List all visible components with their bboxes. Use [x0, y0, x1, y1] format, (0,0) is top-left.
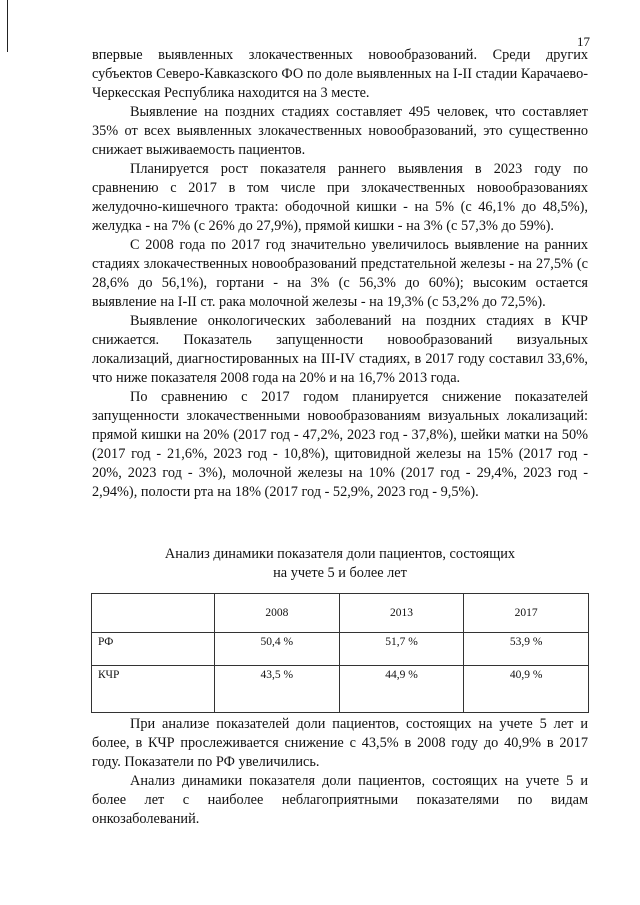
table-cell: 40,9 % [464, 666, 589, 713]
table-header-empty [92, 594, 215, 633]
body-text [92, 46, 588, 502]
after-table-text [92, 715, 588, 829]
table-title-line-1: Анализ динамики показателя доли пациентов, состоящих [164, 546, 516, 562]
paragraph-2008-2017: С 2008 года по 2017 год значительно увеличилось выявление на ранних стадиях злокачественных новообразований предстательной железы - на 27,5% (с 28,6% до 56,1%), гортани - на 3% (с 56,3% до 60%); высоким остается выявление на I-II ст. рака молочной железы - на 19,3% (с 53,2% до 72,5%). [92, 237, 588, 310]
binding-margin-line [7, 0, 8, 52]
table-header-2017: 2017 [464, 594, 589, 633]
table-row-label: КЧР [92, 666, 215, 713]
paragraph-planned-reduction: По сравнению с 2017 годом планируется снижение показателей запущенности злокачественными новообразованиям визуальных локализаций: прямой кишки на 20% (2017 год - 47,2%, 2023 год - 37,8%), шейки матки на 50% (2017 год - 21,6%, 2023 год - 10,8%), щитовидной железы на 15% (2017 год - 20%, 2023 год - 3%), молочной железы на 10% (2017 год - 29,4%, 2023 год - 2,94%), полости рта на 18% (2017 год - 52,9%, 2023 год - 9,5%). [92, 389, 588, 500]
table-cell: 51,7 % [339, 633, 464, 666]
paragraph-late-stage: Выявление на поздних стадиях составляет 495 человек, что составляет 35% от всех выявленных злокачественных новообразований, это существенно снижает выживаемость пациентов. [92, 104, 588, 158]
table-cell: 53,9 % [464, 633, 589, 666]
table-cell: 43,5 % [215, 666, 340, 713]
page-number: 17 [577, 34, 590, 49]
table-cell: 50,4 % [215, 633, 340, 666]
paragraph-analysis-intro: Анализ динамики показателя доли пациентов, состоящих на учете 5 и более лет с наиболее неблагоприятными показателями по видам онкозаболеваний. [92, 773, 588, 827]
table-header-2013: 2013 [339, 594, 464, 633]
patients-share-table [91, 593, 589, 713]
paragraph-late-detection: Выявление онкологических заболеваний на поздних стадиях в КЧР снижается. Показатель запущенности новообразований визуальных локализаций, диагностированных на III-IV стадиях, в 2017 году составил 33,6%, что ниже показателя 2008 года на 20% и на 16,7% 2013 года. [92, 313, 588, 386]
table-header-2008: 2008 [215, 594, 340, 633]
table-title [92, 545, 588, 583]
paragraph-continuation: впервые выявленных злокачественных новообразований. Среди других субъектов Северо-Кавказского ФО по доле выявленных на I-II стадии Карачаево-Черкесская Республика находится на 3 месте. [92, 47, 588, 101]
paragraph-kchr-decline: При анализе показателей доли пациентов, состоящих на учете 5 лет и более, в КЧР прослеживается снижение с 43,5% в 2008 году до 40,9% в 2017 году. Показатели по РФ увеличились. [92, 716, 588, 770]
table-row [92, 633, 589, 666]
table-cell: 44,9 % [339, 666, 464, 713]
paragraph-planned-growth: Планируется рост показателя раннего выявления в 2023 году по сравнению с 2017 в том числе при злокачественных новообразованиях желудочно-кишечного тракта: ободочной кишки - на 5% (с 46,1% до 48,5%), желудка - на 7% (с 26% до 27,9%), прямой кишки - на 3% (с 57,3% до 59%). [92, 161, 588, 234]
table-header-row [92, 594, 589, 633]
table-row-label: РФ [92, 633, 215, 666]
table-title-line-2: на учете 5 и более лет [273, 565, 407, 581]
table-row [92, 666, 589, 713]
